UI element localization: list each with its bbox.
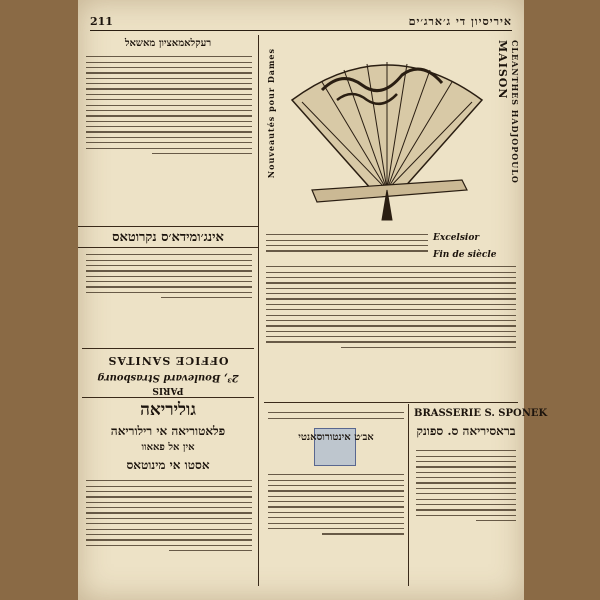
clinic-subtitle: פלאטוריאה אי רילוריאה — [110, 424, 226, 438]
clinic-line-4: אסטו אי מינוטאס — [126, 458, 210, 472]
fan-illustration — [282, 40, 492, 230]
excelsior-label: Excelsior — [433, 233, 480, 243]
running-title: איריסיון די ג׳ארג׳ים — [408, 14, 512, 28]
page-number: 211 — [90, 14, 113, 28]
text-block-2 — [86, 250, 252, 303]
top-heading: רעקלאמאציון מאשאל — [124, 38, 212, 49]
brasserie-hebrew: בראסיריאה ס. ספונק — [416, 424, 516, 438]
lower-column-divider — [408, 404, 409, 586]
page-header — [90, 12, 512, 31]
section-rule — [264, 402, 518, 403]
text-block-1 — [86, 52, 252, 158]
clinic-title: גוליריאה — [140, 400, 196, 420]
lower-mid-heading: אב׳ט אינטורוסאנטי — [298, 432, 374, 443]
fan-ad-text — [266, 230, 428, 256]
office-city: PARIS — [152, 385, 184, 395]
lower-mid-text — [268, 470, 404, 539]
fan-ad-side-text: Nouveautés pour Dames — [266, 48, 276, 179]
office-name: OFFICE SANITAS — [107, 354, 229, 367]
cleanthes-label: CLEANTHES HADJOPOULO — [510, 40, 520, 184]
brasserie-title: BRASSERIE S. SPONEK — [414, 408, 548, 419]
newspaper-page — [78, 0, 548, 600]
clinic-line-3: אין אל פאאוו — [141, 442, 195, 453]
column-divider — [258, 35, 259, 586]
section-heading: אינג׳ומידא׳ס נקרוטאס — [78, 226, 258, 248]
fin-de-siecle-label: Fin de siècle — [433, 250, 497, 260]
main-text-block — [266, 262, 516, 352]
lower-mid-text-top — [268, 408, 404, 423]
office-address: 2³, Boulevard Strasbourg — [97, 372, 239, 383]
maison-label: MAISON — [496, 40, 509, 100]
brasserie-text — [416, 446, 516, 525]
office-sanitas-ad — [82, 348, 254, 398]
text-block-3 — [86, 476, 252, 555]
